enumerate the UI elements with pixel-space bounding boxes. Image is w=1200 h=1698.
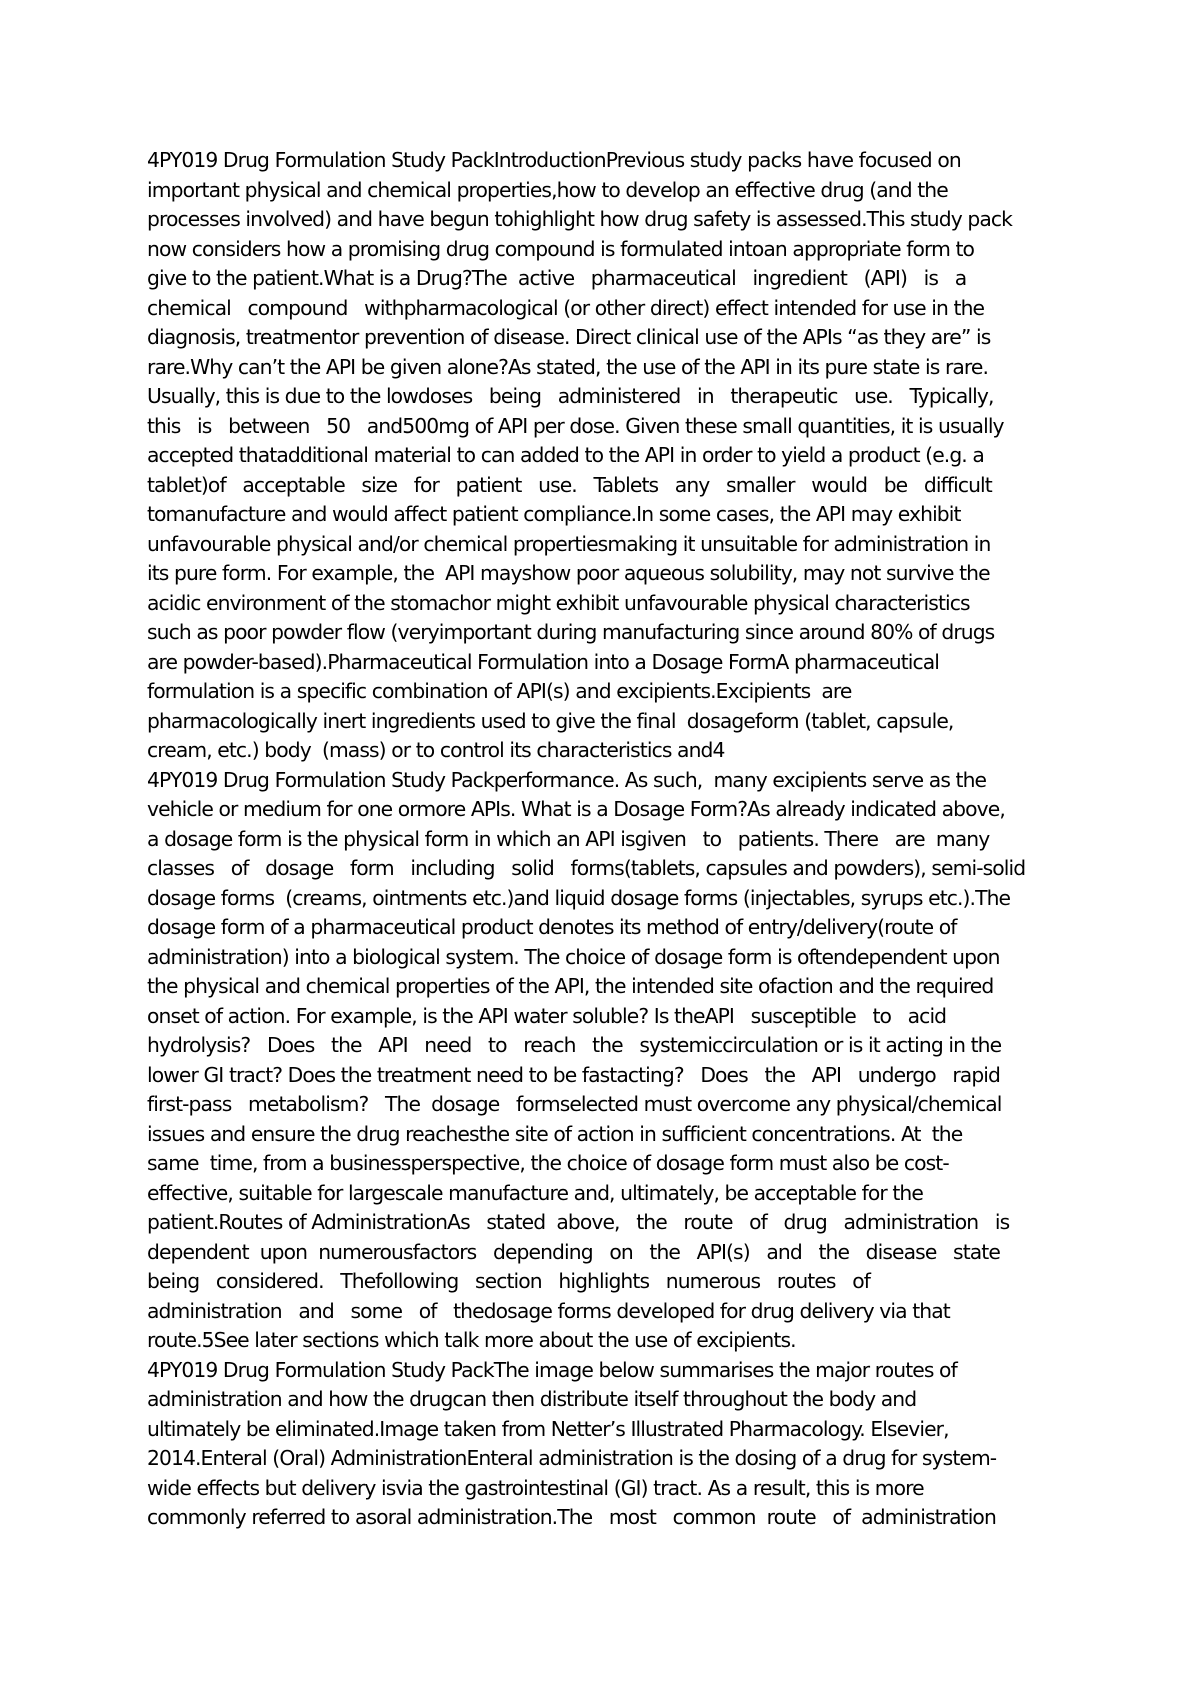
- text-line: diagnosis, treatmentor prevention of disease. Direct clinical use of the APIs “as they are” is: [147, 325, 991, 349]
- body-text: [147, 146, 1047, 1533]
- text-line: 4PY019 Drug Formulation Study Packperformance. As such, many excipients serve as the: [147, 767, 987, 792]
- text-line: tomanufacture and would affect patient compliance.In some cases, the API may exhibit: [147, 502, 961, 526]
- text-line: lower GI tract? Does the treatment need to be fastacting? Does the API undergo rapid: [147, 1062, 1001, 1087]
- text-line: formulation is a specific combination of API(s) and excipients.Excipients are: [147, 679, 852, 703]
- text-line: dosage form of a pharmaceutical product denotes its method of entry/delivery(route of: [147, 915, 957, 939]
- text-line: same time, from a businessperspective, the choice of dosage form must also be cost-: [147, 1151, 949, 1175]
- text-line: administration and some of thedosage forms developed for drug delivery via that: [147, 1298, 950, 1323]
- text-line: cream, etc.) body (mass) or to control its characteristics and4: [147, 738, 725, 762]
- text-line: such as poor powder flow (veryimportant during manufacturing since around 80% of drugs: [147, 620, 995, 644]
- text-line: effective, suitable for largescale manufacture and, ultimately, be acceptable for the: [147, 1180, 923, 1205]
- text-line: a dosage form is the physical form in which an API isgiven to patients. There are many: [147, 826, 990, 851]
- text-line: now considers how a promising drug compound is formulated intoan appropriate form to: [147, 236, 975, 261]
- text-line: its pure form. For example, the API mayshow poor aqueous solubility, may not survive the: [147, 561, 990, 585]
- text-line: the physical and chemical properties of the API, the intended site ofaction and the required: [147, 974, 994, 998]
- text-line: vehicle or medium for one ormore APIs. What is a Dosage Form?As already indicated above,: [147, 797, 1005, 821]
- text-line: important physical and chemical properties,how to develop an effective drug (and the: [147, 177, 948, 202]
- text-line: being considered. Thefollowing section highlights numerous routes of: [147, 1269, 870, 1293]
- text-line: patient.Routes of AdministrationAs stated above, the route of drug administration is: [147, 1210, 1010, 1234]
- text-line: 4PY019 Drug Formulation Study PackIntroductionPrevious study packs have focused on: [147, 148, 961, 172]
- text-line: processes involved) and have begun tohighlight how drug safety is assessed.This study pack: [147, 207, 1012, 231]
- text-line: administration) into a biological system. The choice of dosage form is oftendependent upon: [147, 944, 1000, 969]
- text-line: onset of action. For example, is the API water soluble? Is theAPI susceptible to acid: [147, 1003, 947, 1028]
- text-line: dependent upon numerousfactors depending on the API(s) and the disease state: [147, 1239, 1000, 1264]
- text-line: 4PY019 Drug Formulation Study PackThe image below summarises the major routes of: [147, 1357, 957, 1382]
- text-line: tablet)of acceptable size for patient use. Tablets any smaller would be difficult: [147, 472, 992, 497]
- text-line: first-pass metabolism? The dosage formselected must overcome any physical/chemical: [147, 1092, 1002, 1116]
- text-line: accepted thatadditional material to can added to the API in order to yield a product (e.g. a: [147, 443, 984, 467]
- text-line: hydrolysis? Does the API need to reach the systemiccirculation or is it acting in the: [147, 1033, 1002, 1057]
- text-line: issues and ensure the drug reachesthe site of action in sufficient concentrations. At the: [147, 1121, 963, 1146]
- text-line: commonly referred to asoral administration.The most common route of administration: [147, 1505, 996, 1529]
- text-line: are powder-based).Pharmaceutical Formulation into a Dosage FormA pharmaceutical: [147, 649, 940, 674]
- text-line: this is between 50 and500mg of API per dose. Given these small quantities, it is usually: [147, 413, 1004, 438]
- text-line: route.5See later sections which talk more about the use of excipients.: [147, 1328, 796, 1352]
- text-line: chemical compound withpharmacological (or other direct) effect intended for use in the: [147, 295, 985, 320]
- text-line: acidic environment of the stomachor might exhibit unfavourable physical characteristics: [147, 590, 970, 615]
- text-line: rare.Why can’t the API be given alone?As stated, the use of the API in its pure state is rare.: [147, 354, 989, 379]
- text-line: wide effects but delivery isvia the gastrointestinal (GI) tract. As a result, this is more: [147, 1475, 924, 1500]
- text-line: classes of dosage form including solid forms(tablets, capsules and powders), semi-solid: [147, 856, 1026, 880]
- text-line: give to the patient.What is a Drug?The active pharmaceutical ingredient (API) is a: [147, 266, 967, 290]
- text-line: Usually, this is due to the lowdoses being administered in therapeutic use. Typically,: [147, 384, 994, 408]
- text-line: pharmacologically inert ingredients used to give the final dosageform (tablet, capsule,: [147, 708, 954, 733]
- text-line: administration and how the drugcan then distribute itself throughout the body and: [147, 1387, 917, 1411]
- text-line: 2014.Enteral (Oral) AdministrationEnteral administration is the dosing of a drug for system-: [147, 1446, 997, 1470]
- text-line: dosage forms (creams, ointments etc.)and liquid dosage forms (injectables, syrups etc.).The: [147, 885, 1011, 910]
- text-line: unfavourable physical and/or chemical propertiesmaking it unsuitable for administration in: [147, 531, 991, 556]
- text-line: ultimately be eliminated.Image taken from Netter’s Illustrated Pharmacology. Elsevier,: [147, 1416, 949, 1441]
